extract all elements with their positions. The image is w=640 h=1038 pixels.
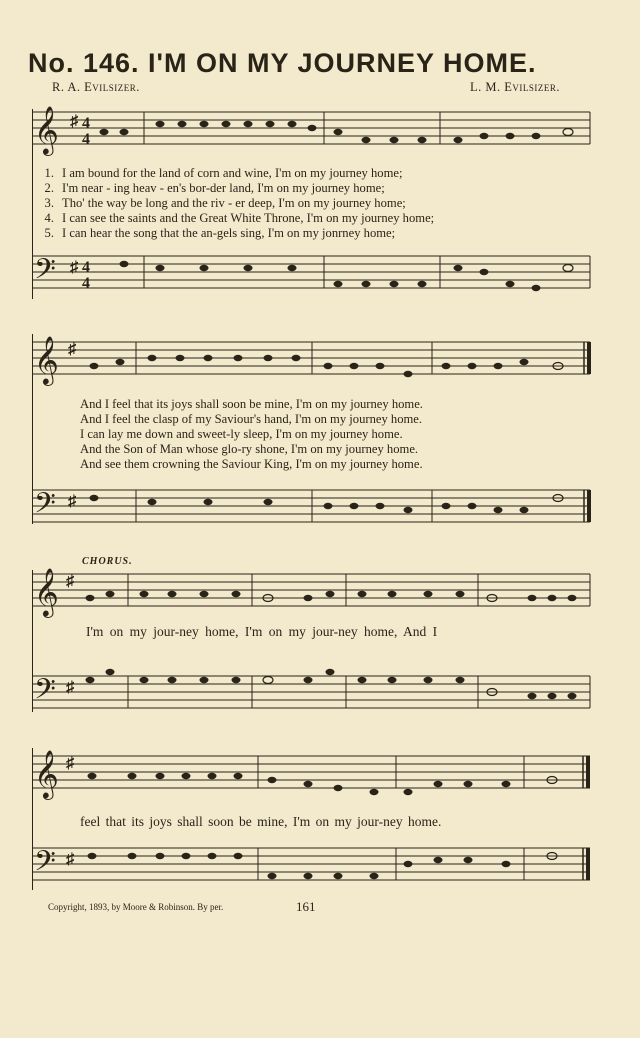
verse-line: 3. Tho' the way be long and the riv - er deep, I'm on my journey home; — [44, 196, 406, 210]
verse-line: 4. I can see the saints and the Great White Throne, I'm on my journey home; — [44, 211, 435, 225]
verse-line: 2. I'm near - ing heav - en's bor-der land, I'm on my journey home; — [44, 181, 385, 195]
music-system-3 — [32, 560, 592, 720]
chorus-line-1: I'm on my jour-ney home, I'm on my jour-ney home, And I — [86, 624, 438, 639]
refrain-line: And I feel that its joys shall soon be mine, I'm on my journey home. — [80, 397, 423, 411]
svg-text:𝄢: 𝄢 — [34, 487, 56, 527]
svg-text:4: 4 — [82, 275, 90, 292]
svg-text:♯: ♯ — [68, 341, 76, 358]
svg-text:♯: ♯ — [66, 755, 74, 772]
copyright-notice: Copyright, 1893, by Moore & Robinson. By per. — [48, 902, 224, 912]
svg-text:♯: ♯ — [66, 851, 74, 868]
svg-text:♯: ♯ — [68, 493, 76, 510]
music-credit: L. M. Evilsizer. — [469, 80, 560, 94]
svg-text:♯: ♯ — [66, 573, 74, 590]
svg-text:𝄞: 𝄞 — [34, 749, 59, 798]
svg-text:𝄢: 𝄢 — [34, 845, 56, 885]
svg-text:𝄢: 𝄢 — [34, 253, 56, 293]
svg-text:𝄞: 𝄞 — [34, 567, 59, 616]
svg-text:4: 4 — [82, 259, 90, 276]
chorus-line-2: feel that its joys shall soon be mine, I'm on my jour-ney home. — [80, 814, 442, 829]
refrain-line: And I feel the clasp of my Saviour's hand, I'm on my journey home. — [80, 412, 423, 426]
svg-text:♯: ♯ — [70, 113, 78, 130]
svg-text:4: 4 — [82, 115, 90, 132]
refrain-line: And the Son of Man whose glo-ry shone, I'm on my journey home. — [80, 442, 419, 456]
svg-text:♯: ♯ — [70, 259, 78, 276]
svg-text:𝄢: 𝄢 — [34, 673, 56, 713]
svg-text:♯: ♯ — [66, 679, 74, 696]
words-credit: R. A. Evilsizer. — [52, 80, 140, 94]
svg-text:4: 4 — [82, 131, 90, 148]
hymn-title: No. 146. I'M ON MY JOURNEY HOME. — [28, 48, 537, 78]
chorus-label: CHORUS. — [82, 556, 133, 567]
svg-text:𝄞: 𝄞 — [34, 105, 59, 154]
svg-text:𝄞: 𝄞 — [34, 335, 59, 384]
verse-line: 5. I can hear the song that the an-gels sing, I'm on my jonrney home; — [44, 226, 396, 240]
refrain-line: And see them crowning the Saviour King, I'm on my journey home. — [80, 457, 423, 471]
page-number: 161 — [296, 899, 316, 914]
refrain-line: I can lay me down and sweet-ly sleep, I'm on my journey home. — [80, 427, 403, 441]
verse-line: 1. I am bound for the land of corn and wine, I'm on my journey home; — [44, 166, 403, 180]
